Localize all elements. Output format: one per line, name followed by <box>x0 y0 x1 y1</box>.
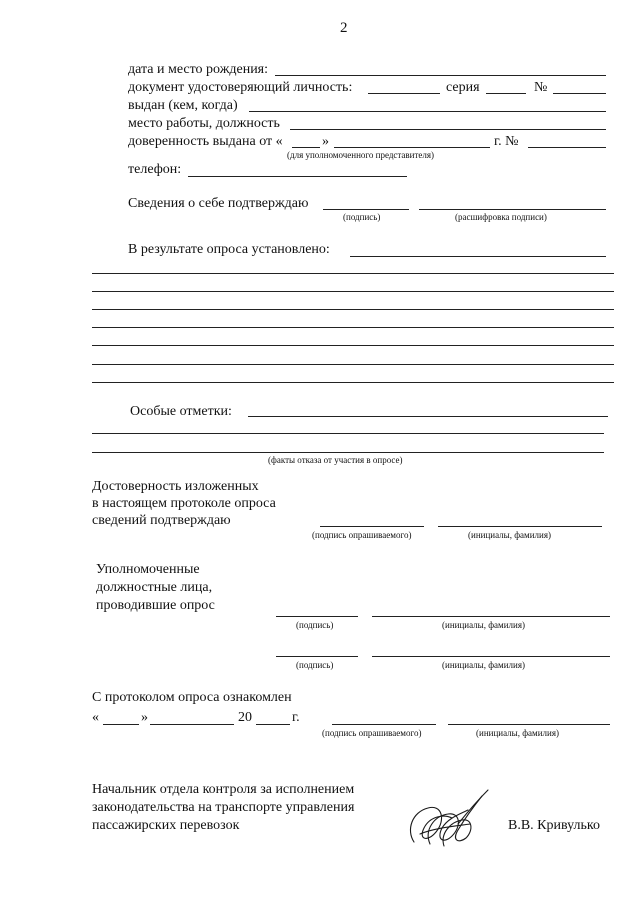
series-label: серия <box>446 80 480 95</box>
page-number: 2 <box>340 20 348 36</box>
officials-line-1: Уполномоченные <box>96 562 200 577</box>
validity-sign-line[interactable] <box>320 526 424 527</box>
officials-line-3: проводившие опрос <box>96 598 215 613</box>
acquainted-name-line[interactable] <box>448 724 610 725</box>
official-2-name-line[interactable] <box>372 656 610 657</box>
notes-label: Особые отметки: <box>130 404 232 419</box>
acquainted-year-line[interactable] <box>256 724 290 725</box>
id-doc-label: документ удостоверяющий личность: <box>128 80 353 95</box>
work-label: место работы, должность <box>128 116 280 131</box>
validity-name-caption: (инициалы, фамилия) <box>468 530 551 540</box>
id-doc-line[interactable] <box>368 93 440 94</box>
signatory-name: В.В. Кривулько <box>508 818 600 833</box>
work-line[interactable] <box>290 129 606 130</box>
poa-year-label: г. № <box>494 134 519 149</box>
acquainted-sign-line[interactable] <box>332 724 436 725</box>
notes-line[interactable] <box>92 452 604 453</box>
official-2-name-caption: (инициалы, фамилия) <box>442 660 525 670</box>
acquainted-day-line[interactable] <box>103 724 139 725</box>
phone-line[interactable] <box>188 176 407 177</box>
confirm-sign-line[interactable] <box>323 209 409 210</box>
birth-line[interactable] <box>275 75 606 76</box>
official-2-sign-line[interactable] <box>276 656 358 657</box>
confirm-sign-caption: (подпись) <box>343 212 381 222</box>
result-line[interactable] <box>92 382 614 383</box>
notes-line[interactable] <box>248 416 608 417</box>
result-line[interactable] <box>92 291 614 292</box>
acquainted-label: С протоколом опроса ознакомлен <box>92 690 292 705</box>
official-1-sign-line[interactable] <box>276 616 358 617</box>
number-label: № <box>534 80 548 95</box>
result-line[interactable] <box>92 309 614 310</box>
issued-label: выдан (кем, когда) <box>128 98 238 113</box>
notes-line[interactable] <box>92 433 604 434</box>
phone-label: телефон: <box>128 162 182 177</box>
poa-caption: (для уполномоченного представителя) <box>287 150 435 160</box>
acquainted-sign-caption: (подпись опрашиваемого) <box>322 728 422 738</box>
acquainted-year: 20 <box>238 710 252 725</box>
official-1-sign-caption: (подпись) <box>296 620 334 630</box>
result-line[interactable] <box>92 273 614 274</box>
acquainted-name-caption: (инициалы, фамилия) <box>476 728 559 738</box>
handwritten-signature-icon <box>400 784 500 854</box>
series-line[interactable] <box>486 93 526 94</box>
poa-label: доверенность выдана от « <box>128 134 283 149</box>
number-line[interactable] <box>553 93 606 94</box>
acquainted-date-open: « <box>92 710 99 725</box>
result-label: В результате опроса установлено: <box>128 242 330 257</box>
result-line[interactable] <box>92 327 614 328</box>
footer-line-2: законодательства на транспорте управления <box>92 800 355 815</box>
poa-number-line[interactable] <box>528 147 606 148</box>
notes-caption: (факты отказа от участия в опросе) <box>268 455 403 465</box>
result-line[interactable] <box>350 256 606 257</box>
validity-sign-caption: (подпись опрашиваемого) <box>312 530 412 540</box>
validity-line-2: в настоящем протоколе опроса <box>92 496 276 511</box>
validity-line-3: сведений подтверждаю <box>92 513 231 528</box>
confirm-decode-line[interactable] <box>419 209 606 210</box>
result-line[interactable] <box>92 345 614 346</box>
confirm-decode-caption: (расшифровка подписи) <box>455 212 547 222</box>
birth-label: дата и место рождения: <box>128 62 269 77</box>
poa-day-line[interactable] <box>292 147 320 148</box>
poa-month-line[interactable] <box>334 147 490 148</box>
result-line[interactable] <box>92 364 614 365</box>
acquainted-year-suffix: г. <box>292 710 300 725</box>
officials-line-2: должностные лица, <box>96 580 213 595</box>
official-1-name-line[interactable] <box>372 616 610 617</box>
poa-quote-close: » <box>322 134 329 149</box>
validity-line-1: Достоверность изложенных <box>92 479 259 494</box>
issued-line[interactable] <box>249 111 606 112</box>
footer-line-3: пассажирских перевозок <box>92 818 240 833</box>
official-1-name-caption: (инициалы, фамилия) <box>442 620 525 630</box>
official-2-sign-caption: (подпись) <box>296 660 334 670</box>
acquainted-date-close: » <box>141 710 148 725</box>
acquainted-month-line[interactable] <box>150 724 234 725</box>
validity-name-line[interactable] <box>438 526 602 527</box>
confirm-label: Сведения о себе подтверждаю <box>128 196 309 211</box>
footer-line-1: Начальник отдела контроля за исполнением <box>92 782 355 797</box>
